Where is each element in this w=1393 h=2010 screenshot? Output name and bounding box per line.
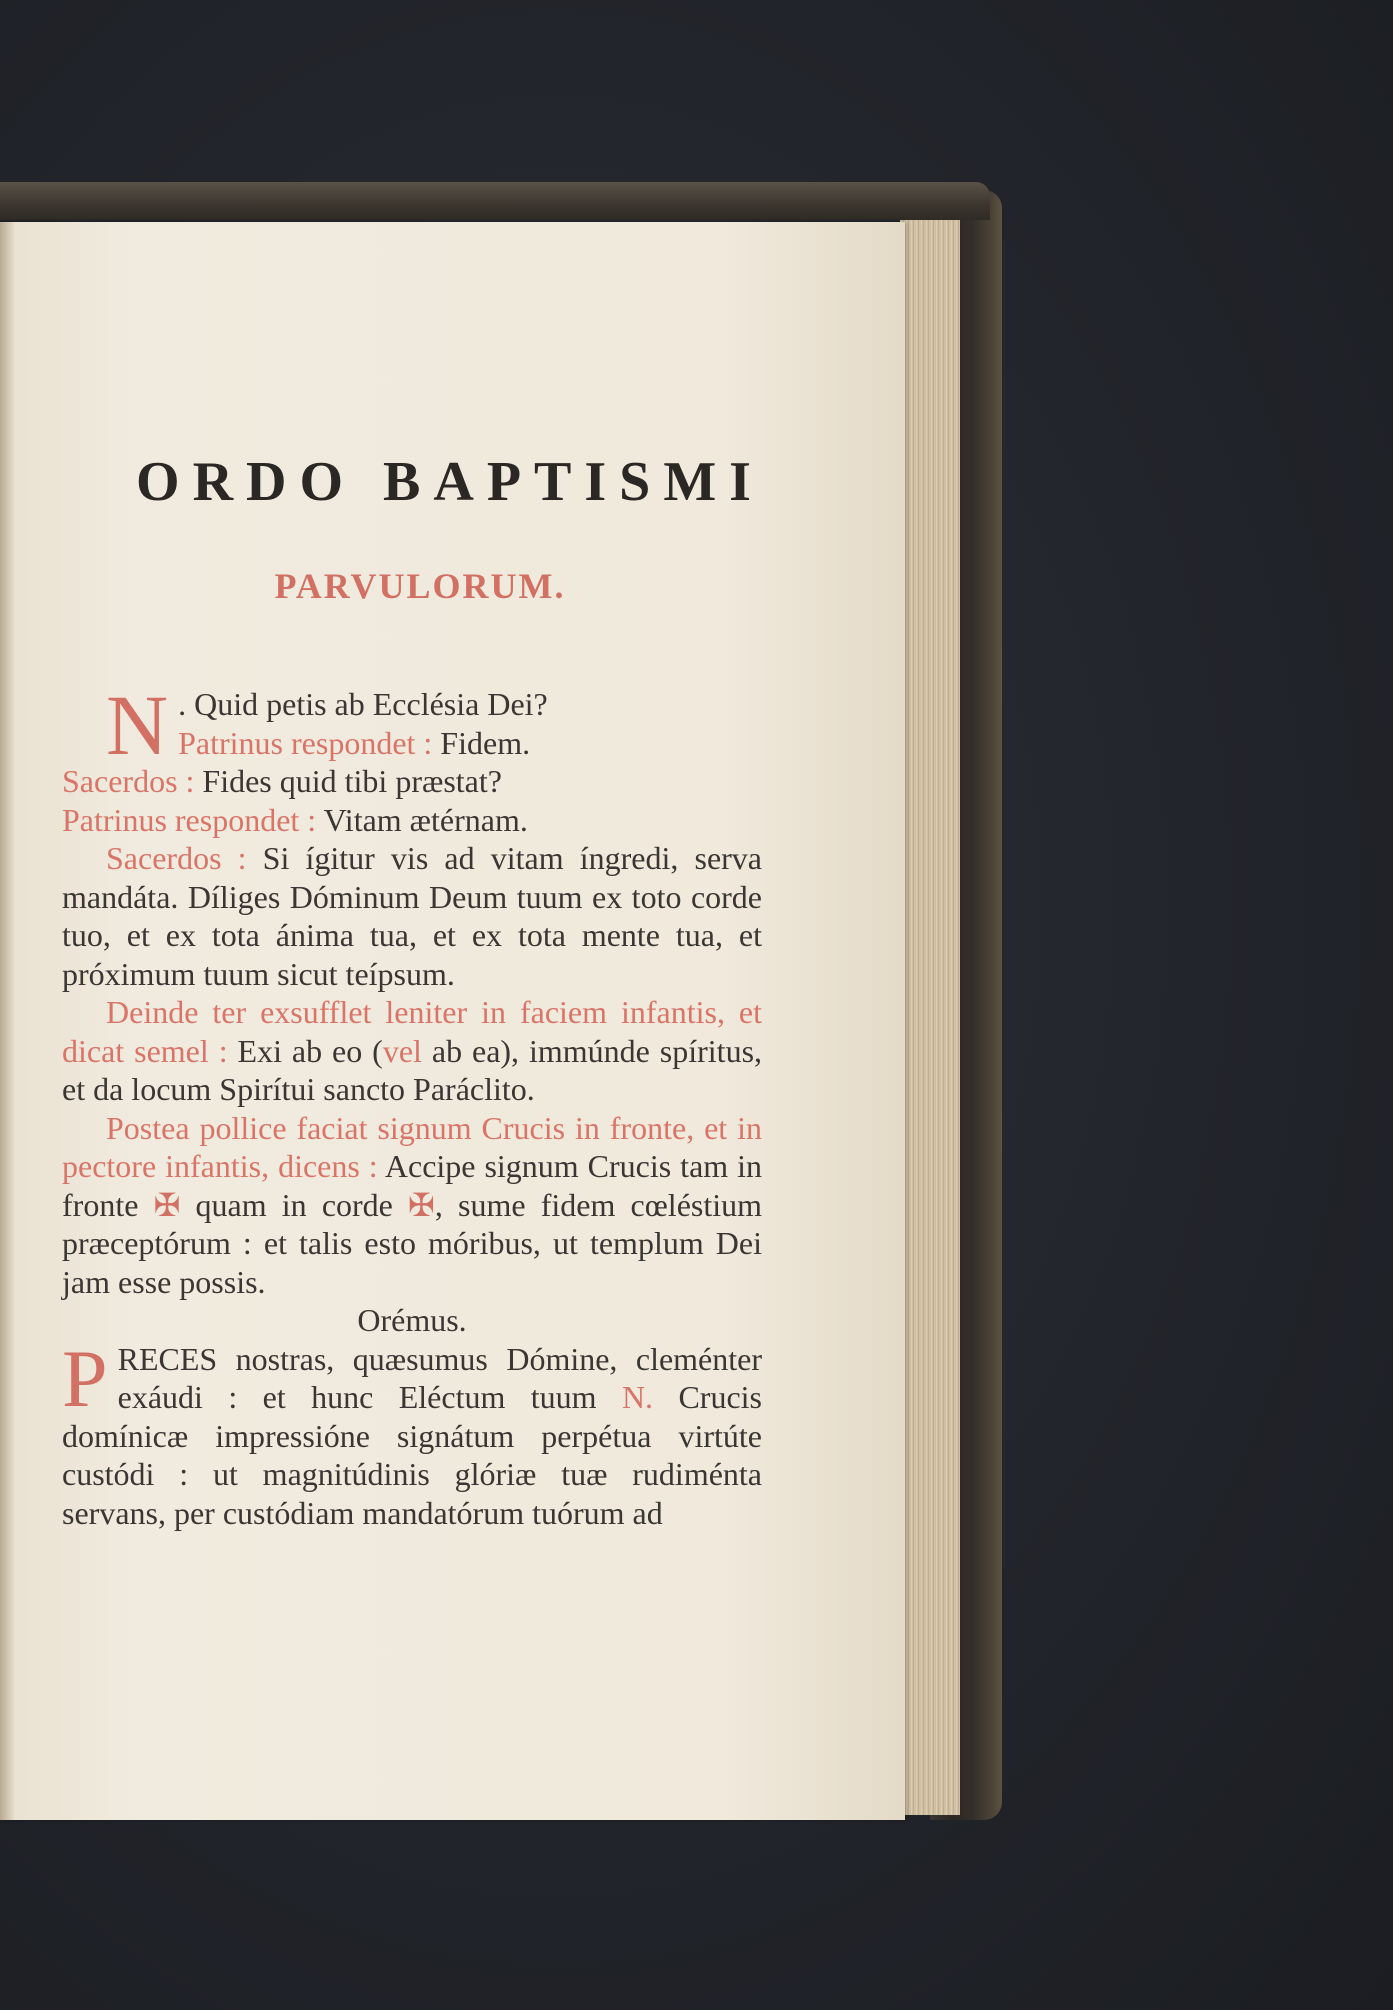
signing-text-a: Accipe signum Crucis tam in fronte [62,1148,763,1223]
prayer-opening: RECES [117,1340,218,1377]
dialogue-answer-2: Vitam ætérnam. [323,801,528,838]
dialogue-paragraph [62,677,762,993]
page-title: ORDO BAPTISMI [136,451,764,513]
exsufflation-paragraph [62,993,762,1109]
exsufflation-text-b: ab ea), immúnde spíritus, et da locum Spirítui sancto Paráclito. [62,1032,763,1107]
rubric-patrinus-2: Patrinus respondet : [62,801,317,838]
signing-paragraph [62,1109,762,1302]
dialogue-answer-1: Fidem. [440,724,531,761]
page-edges [900,220,960,1815]
rubric-exsufflation: Deinde ter exsufflet leniter in faciem infantis, et dicat semel : [62,994,762,1069]
rubric-vel: vel [382,1032,422,1069]
cross-icon-heart: ✠ [408,1186,435,1223]
oremus-text: Orémus. [357,1302,467,1338]
rubric-sacerdos-2: Sacerdos : [106,840,247,876]
liturgical-text [62,677,763,1532]
rubric-signing: Postea pollice faciat signum Crucis in fronte, et in pectore infantis, dicens : [62,1109,762,1184]
signing-text-b: quam in corde [195,1186,393,1223]
rubric-patrinus-1: Patrinus respondet : [178,724,433,761]
prayer-text-b: Crucis domínicæ impressióne signátum perpétua virtúte custódi : ut magnitúdinis glóriæ tuæ rudiménta servans, per custódiam mandatórum tuórum ad [62,1379,762,1531]
rubric-sacerdos-1: Sacerdos : [62,763,195,799]
prayer-paragraph [62,1332,763,1533]
dialogue-admonition: Si ígitur vis ad vitam íngredi, serva mandáta. Díliges Dóminum Deum tuum ex toto corde tuo, et ex tota ánima tua, et ex tota mente tua, et próximum tuum sicut teípsum. [62,840,762,992]
name-mark: N. [621,1379,654,1415]
dialogue-question-2: Fides quid tibi præstat? [202,763,502,799]
cross-icon-forehead: ✠ [153,1186,181,1223]
dropcap-p: P [62,1332,108,1424]
dropcap-n: N [106,677,169,773]
signing-text-c: , sume fidem cœléstium præceptórum : et talis esto móribus, ut templum Dei jam esse possis. [62,1186,763,1300]
prayer-text-a: nostras, quæsumus Dómine, cleménter exáudi : et hunc Eléctum tuum [117,1340,763,1415]
dialogue-question-1: . Quid petis ab Ecclésia Dei? [178,686,548,722]
oremus-line [62,1301,762,1340]
page-subtitle: PARVULORUM. [274,566,566,606]
book-cover-edge [0,182,990,220]
exsufflation-text-a: Exi ab eo ( [237,1032,383,1069]
